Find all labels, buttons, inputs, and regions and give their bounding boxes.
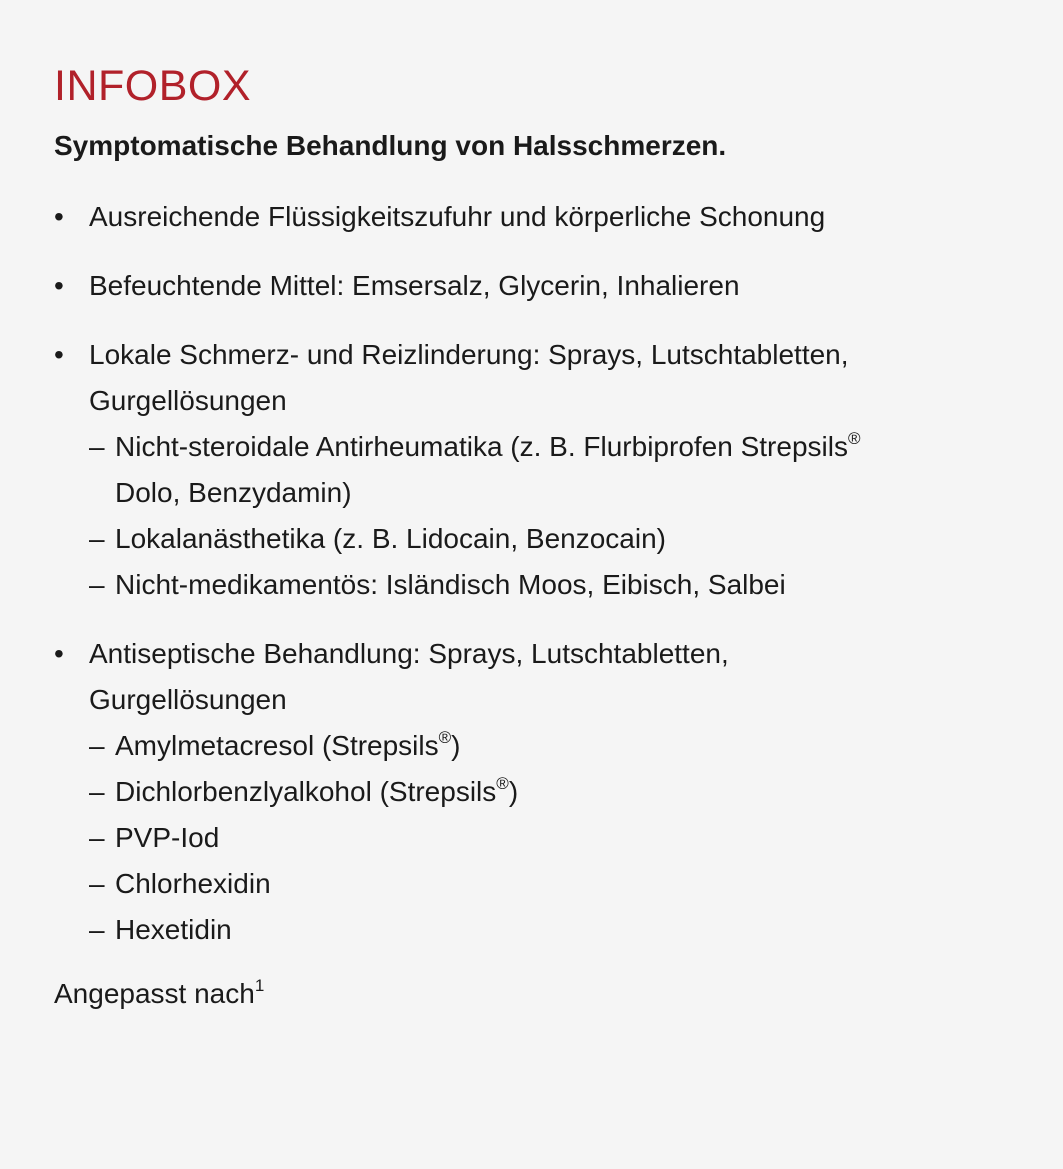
registered-mark: ® [438, 727, 452, 747]
bullet-list [54, 194, 1003, 953]
sub-item-text: Amylmetacresol (Strepsils [115, 730, 439, 761]
sub-list-item [89, 516, 929, 562]
list-item [54, 194, 929, 240]
dash-icon: – [89, 730, 105, 761]
bullet-icon: • [54, 270, 64, 301]
dash-icon: – [89, 914, 105, 945]
sub-list-item [89, 907, 929, 953]
bullet-icon: • [54, 638, 64, 669]
dash-icon: – [89, 868, 105, 899]
list-item-text: Antiseptische Behandlung: Sprays, Lutschtabletten, Gurgellösungen [89, 638, 729, 715]
dash-icon: – [89, 822, 105, 853]
sub-item-text: Nicht-steroidale Antirheumatika (z. B. Flurbiprofen Strepsils [115, 431, 848, 462]
infobox-subtitle: Symptomatische Behandlung von Halsschmerzen. [54, 130, 727, 161]
sub-item-text-rest: ) [508, 776, 519, 807]
infobox-title: INFOBOX [54, 62, 252, 110]
sub-list-item [89, 861, 929, 907]
sub-item-text: Nicht-medikamentös: Isländisch Moos, Eibisch, Salbei [115, 569, 786, 600]
sub-item-text: PVP-Iod [115, 822, 220, 853]
bullet-icon: • [54, 201, 64, 232]
sub-list-item [89, 769, 929, 815]
registered-mark: ® [496, 773, 509, 793]
list-item [54, 263, 929, 309]
bullet-icon: • [54, 339, 64, 370]
sub-item-text: Dichlorbenzlyalkohol (Strepsils [115, 776, 497, 807]
dash-icon: – [89, 569, 105, 600]
sub-item-text: Hexetidin [115, 914, 232, 945]
list-item-text: Ausreichende Flüssigkeitszufuhr und körperliche Schonung [89, 201, 826, 232]
sub-list [89, 424, 929, 608]
list-item [54, 332, 929, 608]
dash-icon: – [89, 523, 105, 554]
list-item-text: Lokale Schmerz- und Reizlinderung: Sprays, Lutschtabletten, Gurgellösungen [89, 339, 849, 416]
sub-list-item [89, 424, 929, 516]
registered-mark: ® [847, 428, 861, 448]
sub-list-item [89, 815, 929, 861]
sub-list-item [89, 723, 929, 769]
sub-item-text: Chlorhexidin [115, 868, 271, 899]
sub-item-text: Lokalanästhetika (z. B. Lidocain, Benzocain) [115, 523, 666, 554]
list-item [54, 631, 929, 953]
sub-list-item [89, 562, 929, 608]
sub-item-text-rest: ) [451, 730, 461, 761]
list-item-text: Befeuchtende Mittel: Emsersalz, Glycerin, Inhalieren [89, 270, 740, 301]
source-note [54, 976, 1003, 1012]
dash-icon: – [89, 776, 105, 807]
footnote-reference: 1 [254, 975, 265, 995]
sub-list [89, 723, 929, 953]
dash-icon: – [89, 431, 105, 462]
source-note-text: Angepasst nach [54, 978, 255, 1009]
sub-item-text-rest: Dolo, Benzydamin) [115, 477, 352, 508]
